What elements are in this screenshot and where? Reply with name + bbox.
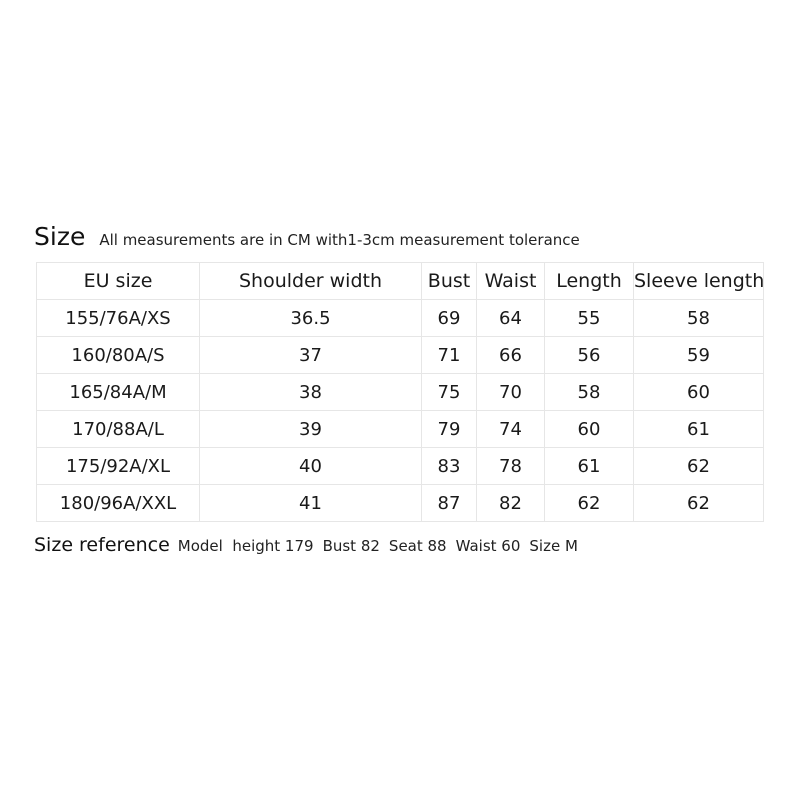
cell-shoulder-width: 38 — [200, 374, 422, 411]
cell-shoulder-width: 39 — [200, 411, 422, 448]
cell-bust: 83 — [422, 448, 477, 485]
cell-bust: 71 — [422, 337, 477, 374]
column-header-bust: Bust — [422, 263, 477, 300]
cell-bust: 87 — [422, 485, 477, 522]
cell-shoulder-width: 37 — [200, 337, 422, 374]
cell-waist: 66 — [477, 337, 545, 374]
cell-length: 60 — [545, 411, 634, 448]
cell-length: 61 — [545, 448, 634, 485]
size-title: Size — [34, 222, 86, 251]
cell-bust: 69 — [422, 300, 477, 337]
cell-eu-size: 170/88A/L — [37, 411, 200, 448]
column-header-length: Length — [545, 263, 634, 300]
table-row — [37, 337, 764, 374]
cell-length: 62 — [545, 485, 634, 522]
cell-sleeve-length: 62 — [634, 448, 764, 485]
cell-eu-size: 155/76A/XS — [37, 300, 200, 337]
cell-bust: 75 — [422, 374, 477, 411]
cell-shoulder-width: 40 — [200, 448, 422, 485]
cell-eu-size: 180/96A/XXL — [37, 485, 200, 522]
table-header-row — [37, 263, 764, 300]
cell-eu-size: 175/92A/XL — [37, 448, 200, 485]
reference-size: Size M — [529, 537, 578, 555]
size-table — [36, 262, 764, 522]
reference-seat: Seat 88 — [388, 537, 447, 555]
reference-bust: Bust 82 — [322, 537, 380, 555]
measurement-note: All measurements are in CM with1-3cm measurement tolerance — [99, 231, 580, 249]
cell-shoulder-width: 41 — [200, 485, 422, 522]
cell-sleeve-length: 60 — [634, 374, 764, 411]
cell-bust: 79 — [422, 411, 477, 448]
reference-model-height: Model height 179 — [177, 537, 314, 555]
cell-eu-size: 160/80A/S — [37, 337, 200, 374]
size-reference — [34, 534, 587, 556]
cell-length: 56 — [545, 337, 634, 374]
table-row — [37, 448, 764, 485]
column-header-waist: Waist — [477, 263, 545, 300]
table-row — [37, 411, 764, 448]
cell-shoulder-width: 36.5 — [200, 300, 422, 337]
cell-waist: 70 — [477, 374, 545, 411]
cell-length: 55 — [545, 300, 634, 337]
cell-length: 58 — [545, 374, 634, 411]
cell-sleeve-length: 59 — [634, 337, 764, 374]
column-header-shoulder-width: Shoulder width — [200, 263, 422, 300]
cell-sleeve-length: 58 — [634, 300, 764, 337]
size-reference-title: Size reference — [34, 534, 170, 556]
cell-eu-size: 165/84A/M — [37, 374, 200, 411]
table-row — [37, 374, 764, 411]
table-row — [37, 300, 764, 337]
cell-waist: 78 — [477, 448, 545, 485]
cell-waist: 82 — [477, 485, 545, 522]
cell-waist: 74 — [477, 411, 545, 448]
size-header — [34, 222, 580, 256]
column-header-eu-size: EU size — [37, 263, 200, 300]
table-row — [37, 485, 764, 522]
column-header-sleeve-length: Sleeve length — [634, 263, 764, 300]
cell-sleeve-length: 61 — [634, 411, 764, 448]
cell-waist: 64 — [477, 300, 545, 337]
reference-waist: Waist 60 — [455, 537, 521, 555]
cell-sleeve-length: 62 — [634, 485, 764, 522]
